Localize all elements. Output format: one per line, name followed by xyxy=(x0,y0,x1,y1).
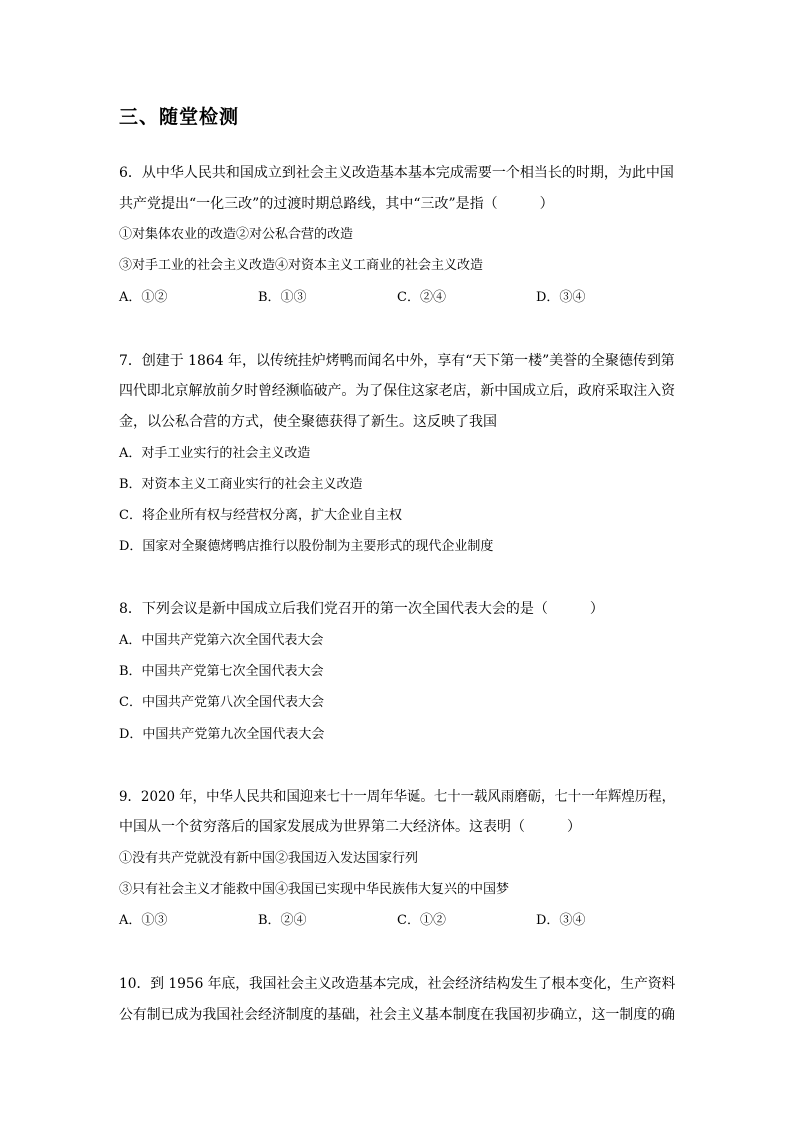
q9-statements-1: ①没有共产党就没有新中国②我国迈入发达国家行列 xyxy=(119,851,419,866)
q6-stem-line-2: 共产党提出“一化三改”的过渡时期总路线，其中“三改”是指（ ） xyxy=(119,196,554,212)
q7-option-d: D．国家对全聚德烤鸭店推行以股份制为主要形式的现代企业制度 xyxy=(119,539,494,554)
q7-stem-line-3: 金，以公私合营的方式，使全聚德获得了新生。这反映了我国 xyxy=(119,414,497,430)
q9-statements-2: ③只有社会主义才能救中国④我国已实现中华民族伟大复兴的中国梦 xyxy=(119,882,510,897)
q6-option-c: C．②④ xyxy=(397,290,446,305)
q8-option-a: A．中国共产党第六次全国代表大会 xyxy=(119,633,324,648)
q9-option-a: A．①③ xyxy=(119,913,168,928)
q6-option-a: A．①② xyxy=(119,290,168,305)
q9-stem-line-1: 9．2020 年，中华人民共和国迎来七十一周年华诞。七十一载风雨磨砺，七十一年辉煌历程， xyxy=(119,789,675,805)
q8-option-b: B．中国共产党第七次全国代表大会 xyxy=(119,664,324,679)
q8-option-c: C．中国共产党第八次全国代表大会 xyxy=(119,695,324,710)
q9-option-c: C．①② xyxy=(397,913,446,928)
q9-option-d: D．③④ xyxy=(536,913,586,928)
q10-stem-line-2: 公有制已成为我国社会经济制度的基础，社会主义基本制度在我国初步确立，这一制度的确 xyxy=(119,1007,675,1023)
q9-option-b: B．②④ xyxy=(258,913,307,928)
q8-option-d: D．中国共产党第九次全国代表大会 xyxy=(119,727,325,742)
q6-stem-line-1: 6．从中华人民共和国成立到社会主义改造基本基本完成需要一个相当长的时期，为此中国 xyxy=(119,165,674,181)
q7-stem-line-2: 四代即北京解放前夕时曾经濒临破产。为了保住这家老店，新中国成立后，政府采取注入资 xyxy=(119,383,675,399)
q9-stem-line-2: 中国从一个贫穷落后的国家发展成为世界第二大经济体。这表明（ ） xyxy=(119,819,581,835)
q6-statements-2: ③对手工业的社会主义改造④对资本主义工商业的社会主义改造 xyxy=(119,258,484,273)
q7-option-c: C．将企业所有权与经营权分离，扩大企业自主权 xyxy=(119,508,402,523)
q6-statements-1: ①对集体农业的改造②对公私合营的改造 xyxy=(119,227,354,242)
q7-option-a: A．对手工业实行的社会主义改造 xyxy=(119,446,311,461)
q6-option-b: B．①③ xyxy=(258,290,307,305)
q7-stem-line-1: 7．创建于 1864 年，以传统挂炉烤鸭而闻名中外，享有“天下第一楼”美誉的全聚德传到第 xyxy=(119,353,675,369)
q8-stem-line-1: 8．下列会议是新中国成立后我们党召开的第一次全国代表大会的是（ ） xyxy=(119,601,604,617)
q10-stem-line-1: 10．到 1956 年底，我国社会主义改造基本完成，社会经济结构发生了根本变化，生产资料 xyxy=(119,976,676,992)
section-title: 三、随堂检测 xyxy=(119,106,240,128)
q7-option-b: B．对资本主义工商业实行的社会主义改造 xyxy=(119,477,363,492)
q6-option-d: D．③④ xyxy=(536,290,586,305)
